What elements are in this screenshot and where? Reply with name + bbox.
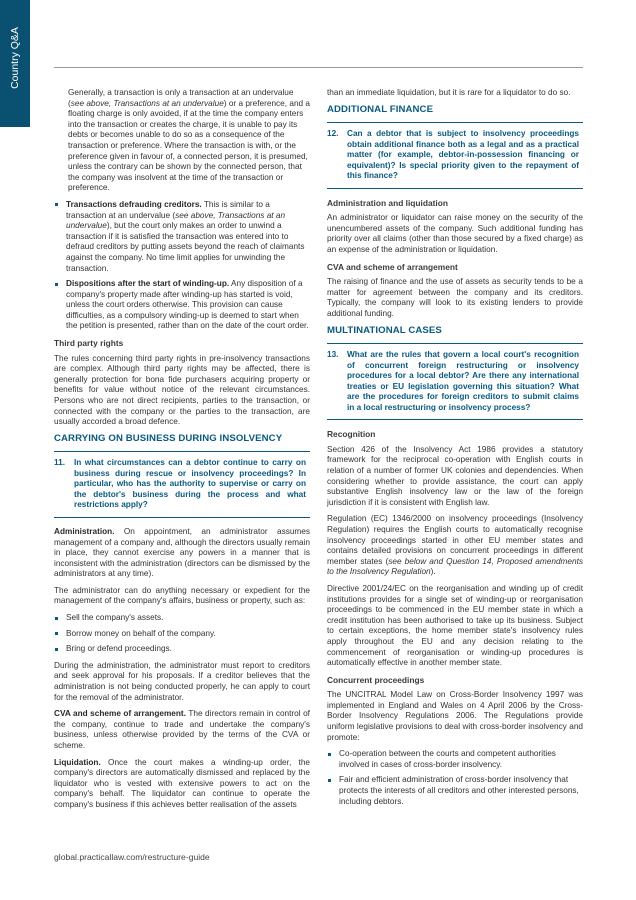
question-text: What are the rules that govern a local court's recognition of concurrent foreign restructuring or insolvency procedures for a local debtor? Are there any international treaties or EU legislation governing this situation? What are the procedures for foreign creditors to submit claims in a local restructuring or insolvency process? <box>347 350 579 412</box>
third-party-heading: Third party rights <box>54 338 124 349</box>
regulation-paragraph: Regulation (EC) 1346/2000 on insolvency proceedings (Insolvency Regulation) requires the English courts to automatically recognise insolvency proceedings started in other EU member states and contains detailed provisions on concurrent proceedings in different member states (see below and Question 14, Proposed amendments to the Insolvency Regulation). <box>327 514 583 577</box>
cva-scheme-paragraph: The raising of finance and the use of assets as security tends to be a matter for agreement between the company and its creditors. Typically, the company will look to its existing lenders to provide additional funding. <box>327 277 583 319</box>
third-party-paragraph: The rules concerning third party rights in pre-insolvency transactions are complex. Although third party rights may be affected, there is generally protection for bona fide purchasers acquiring property or benefits for value without notice of the relevant circumstances. Persons who are not direct recipients, parties to the transaction, or connected with the company or the parties to the transaction, are usually accorded a broad defence. <box>54 353 310 427</box>
recognition-heading: Recognition <box>327 429 376 440</box>
administration-reporting-paragraph: During the administration, the administrator must report to creditors and seek approval for his proposals. If a creditor believes that the administration is not being conducted properly, he can apply to court for the removal of the administrator. <box>54 660 310 702</box>
administration-liquidation-heading: Administration and liquidation <box>327 197 448 208</box>
question-number: 13. <box>327 350 339 360</box>
cva-paragraph: CVA and scheme of arrangement. The directors remain in control of the company, continue to trade and undertake the company's business, unless otherwise provided by the terms of the CVA or scheme. <box>54 709 310 750</box>
administration-liquidation-paragraph: An administrator or liquidator can raise money on the security of the unencumbered assets of the company. Such additional funding has priority over all claims (other than those secured by a fixed charge) as an expense of the administration or liquidation. <box>327 213 583 255</box>
additional-finance-heading: ADDITIONAL FINANCE <box>327 103 434 115</box>
administrator-powers-paragraph: The administrator can do anything necessary or expedient for the management of the company's affairs, business or property, such as: <box>54 585 310 606</box>
grounds-list <box>54 200 310 332</box>
list-item: Transactions defrauding creditors. This is similar to a transaction at an undervalue (see above, Transactions at an undervalue), but the court only makes an order to unwind a transaction if it is satisfied the transaction was entered into to defraud creditors by putting assets beyond the reach of claimants against the company. No time limit applies for unwinding the transaction. <box>54 200 310 274</box>
liquidation-paragraph: Liquidation. Once the court makes a winding-up order, the company's directors are automatically dismissed and replaced by the liquidator who is vested with extensive powers to act on the company's behalf. The liquidator can continue to operate the company's business if this achieves better realisation of the assets <box>54 757 310 809</box>
left-column <box>54 88 310 817</box>
footer-url: global.practicallaw.com/restructure-guide <box>54 852 210 862</box>
administrator-powers-list <box>54 613 310 655</box>
concurrent-proceedings-paragraph: The UNCITRAL Model Law on Cross-Border Insolvency 1997 was implemented in England and Wales on 4 April 2006 by the Cross-Border Insolvency Regulations 2006. The Regulations provide uniform legislative provisions to deal with cross-border insolvency and promote: <box>327 690 583 742</box>
cva-scheme-heading: CVA and scheme of arrangement <box>327 261 458 272</box>
question-number: 12. <box>327 129 339 139</box>
continuation-paragraph: than an immediate liquidation, but it is rare for a liquidator to do so. <box>327 88 571 97</box>
side-tab <box>0 0 30 127</box>
right-column <box>327 88 583 813</box>
question-number: 11. <box>54 458 66 468</box>
administration-paragraph: Administration. On appointment, an administrator assumes management of a company and, although the directors usually remain in place, they cannot exercise any powers in a manner that is inconsistent with the administration (directors can be dismissed by the administrators at any time). <box>54 526 310 579</box>
question-text: In what circumstances can a debtor continue to carry on business during rescue or insolvency proceedings? In particular, who has the authority to supervise or carry on the debtor's business during the process and what restrictions apply? <box>74 458 306 510</box>
carrying-on-business-heading: CARRYING ON BUSINESS DURING INSOLVENCY <box>54 432 283 444</box>
list-item: Fair and efficient administration of cross-border insolvency that protects the interests of all creditors and other interested persons, including debtors. <box>327 775 583 807</box>
question-text: Can a debtor that is subject to insolvency proceedings obtain additional finance both as a legal and as a practical matter (for example, debtor-in-possession financing or equivalent)? Is special priority given to the repayment of this finance? <box>347 129 579 181</box>
question-11 <box>54 451 310 518</box>
concurrent-proceedings-list <box>327 749 583 807</box>
question-12 <box>327 122 583 189</box>
regulation-reference: see below and Question 14, Proposed amendments to the Insolvency Regulation <box>327 556 583 577</box>
recognition-paragraph: Section 426 of the Insolvency Act 1986 provides a statutory framework for the reciprocal co-operation with English courts in relation of a number of former UK colonies and dependencies. When considering whether to provide assistance, the court can apply substantive English insolvency law or the law of the foreign jurisdiction if it is consistent with English law. <box>327 444 583 507</box>
top-rule <box>54 67 583 68</box>
intro-reference: see above, Transactions at an undervalue <box>70 98 224 108</box>
list-item: Borrow money on behalf of the company. <box>54 629 310 640</box>
list-item: Bring or defend proceedings. <box>54 644 310 655</box>
list-item: Dispositions after the start of winding-up. Any disposition of a company's property made after winding-up has started is void, unless the court orders otherwise. This provision can cause difficulties, as a compulsory winding-up is deemed to start when the petition is presented, rather than on the date of the court order. <box>54 279 310 332</box>
list-item: Co-operation between the courts and competent authorities involved in cases of cross-border insolvency. <box>327 749 583 770</box>
multinational-cases-heading: MULTINATIONAL CASES <box>327 324 442 336</box>
list-item: Sell the company's assets. <box>54 613 310 624</box>
concurrent-proceedings-heading: Concurrent proceedings <box>327 674 425 685</box>
side-tab-label: Country Q&A <box>9 27 21 89</box>
question-13 <box>327 343 583 420</box>
intro-paragraph: Generally, a transaction is only a transaction at an undervalue (see above, Transactions at an undervalue) or a preference, and a floating charge is only avoided, if at the time the company enters into the transaction or creates the charge, it is unable to pay its debts or becomes unable to do so as a consequence of the transaction or preference. Where the transaction is with, or the preference given in favour of, a connected person, it is presumed, unless the contrary can be shown by the connected person, that the company was insolvent at the time of the transaction or preference. <box>68 88 310 193</box>
directive-paragraph: Directive 2001/24/EC on the reorganisation and winding up of credit institutions provides for a single set of winding-up or reorganisation proceedings to be commenced in the EU member state in which a credit institution has been authorised to take up its business. Subject to certain exceptions, the home member state's insolvency rules apply throughout the EU and any decision relating to the commencement of reorganisation or winding-up procedures is automatically effective in another member state. <box>327 583 583 668</box>
